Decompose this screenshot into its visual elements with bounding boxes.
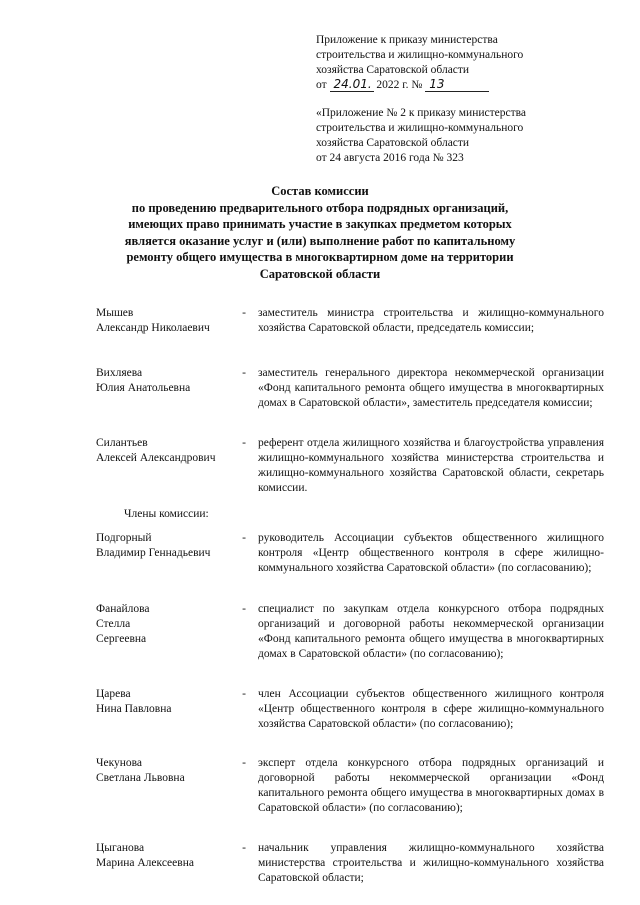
given-names: Алексей Александрович [96, 452, 216, 464]
surname: Фанайлова [96, 603, 150, 615]
surname: Чекунова [96, 757, 143, 769]
header-line: Приложение к приказу министерства [316, 34, 498, 46]
title-line: ремонту общего имущества в многоквартирном доме на территории [126, 250, 514, 264]
surname: Мышев [96, 307, 134, 319]
appendix-header [316, 106, 616, 166]
surname: Цыганова [96, 842, 145, 854]
member-position: начальник управления жилищно-коммунального хозяйства министерства строительства и жилищно-коммунального хозяйства Саратовской области; [258, 842, 604, 884]
title-line: Саратовской области [259, 266, 381, 281]
dash-separator: - [242, 437, 246, 449]
member-name [96, 602, 236, 647]
patronymic: Сергеевна [96, 633, 147, 645]
dash-separator: - [242, 307, 246, 319]
header-line: строительства и жилищно-коммунального [316, 49, 524, 61]
handwritten-number: 13 [425, 78, 489, 92]
member-position: эксперт отдела конкурсного отбора подрядных организаций и договорной работы некоммерческой организации «Фонд капитального ремонта общего имущества в многоквартирных домах в Саратовской области» (по согласованию); [258, 757, 604, 814]
member-name [96, 756, 236, 786]
title-line: является оказание услуг и (или) выполнение работ по капитальному [124, 233, 516, 248]
title-line: по проведению предварительного отбора подрядных организаций, [131, 200, 509, 215]
document-title [100, 183, 540, 282]
member-position: заместитель министра строительства и жилищно-коммунального хозяйства Саратовской области, председатель комиссии; [258, 307, 604, 334]
dash-separator: - [242, 603, 246, 615]
dash-separator: - [242, 842, 246, 854]
member-position: заместитель генерального директора некоммерческой организации «Фонд капитального ремонта общего имущества в многоквартирных домах в Саратовской области», заместитель председателя комиссии; [258, 367, 604, 409]
appendix-line: от 24 августа 2016 года № 323 [316, 152, 464, 164]
member-position: член Ассоциации субъектов общественного жилищного контроля «Центр общественного контроля в сфере жилищно-коммунального хозяйства Саратовской области» (по согласованию); [258, 688, 604, 730]
surname: Царева [96, 688, 131, 700]
title-line: имеющих право принимать участие в закупках предметом которых [128, 217, 512, 231]
appendix-line: хозяйства Саратовской области [316, 137, 470, 149]
surname: Подгорный [96, 532, 152, 544]
member-name [96, 436, 236, 466]
given-names: Стелла [96, 618, 131, 630]
date-prefix: от [316, 79, 327, 91]
member-position: референт отдела жилищного хозяйства и благоустройства управления жилищно-коммунального хозяйства министерства строительства и жилищно-коммунального хозяйства Саратовской области, секретарь комиссии. [258, 437, 604, 494]
member-name [96, 531, 236, 561]
members-section-label: Члены комиссии: [124, 508, 209, 520]
given-names: Марина Алексеевна [96, 857, 194, 869]
member-position: руководитель Ассоциации субъектов общественного жилищного контроля «Центр общественного контроля в сфере жилищно-коммунального хозяйства Саратовской области» (по согласованию); [258, 532, 604, 574]
member-name [96, 687, 236, 717]
given-names: Светлана Львовна [96, 772, 185, 784]
given-names: Александр Николаевич [96, 322, 210, 334]
header-date-line [316, 78, 616, 93]
member-name [96, 306, 236, 336]
appendix-line: строительства и жилищно-коммунального [316, 122, 524, 134]
handwritten-date: 24.01. [330, 78, 374, 92]
given-names: Нина Павловна [96, 703, 172, 715]
title-line: Состав комиссии [271, 184, 369, 198]
surname: Вихляева [96, 367, 143, 379]
member-name [96, 841, 236, 871]
surname: Силантьев [96, 437, 148, 449]
dash-separator: - [242, 688, 246, 700]
appendix-line: «Приложение № 2 к приказу министерства [316, 107, 527, 119]
dash-separator: - [242, 367, 246, 379]
order-header [316, 33, 616, 93]
member-position: специалист по закупкам отдела конкурсного отбора подрядных организаций и договорной работы некоммерческой организации «Фонд капитального ремонта общего имущества в многоквартирных домах в Саратовской области» (по согласованию); [258, 603, 604, 660]
given-names: Владимир Геннадьевич [96, 547, 211, 559]
year-number-label: 2022 г. № [376, 79, 423, 91]
member-name [96, 366, 236, 396]
dash-separator: - [242, 757, 246, 769]
given-names: Юлия Анатольевна [96, 382, 191, 394]
dash-separator: - [242, 532, 246, 544]
header-line: хозяйства Саратовской области [316, 64, 470, 76]
